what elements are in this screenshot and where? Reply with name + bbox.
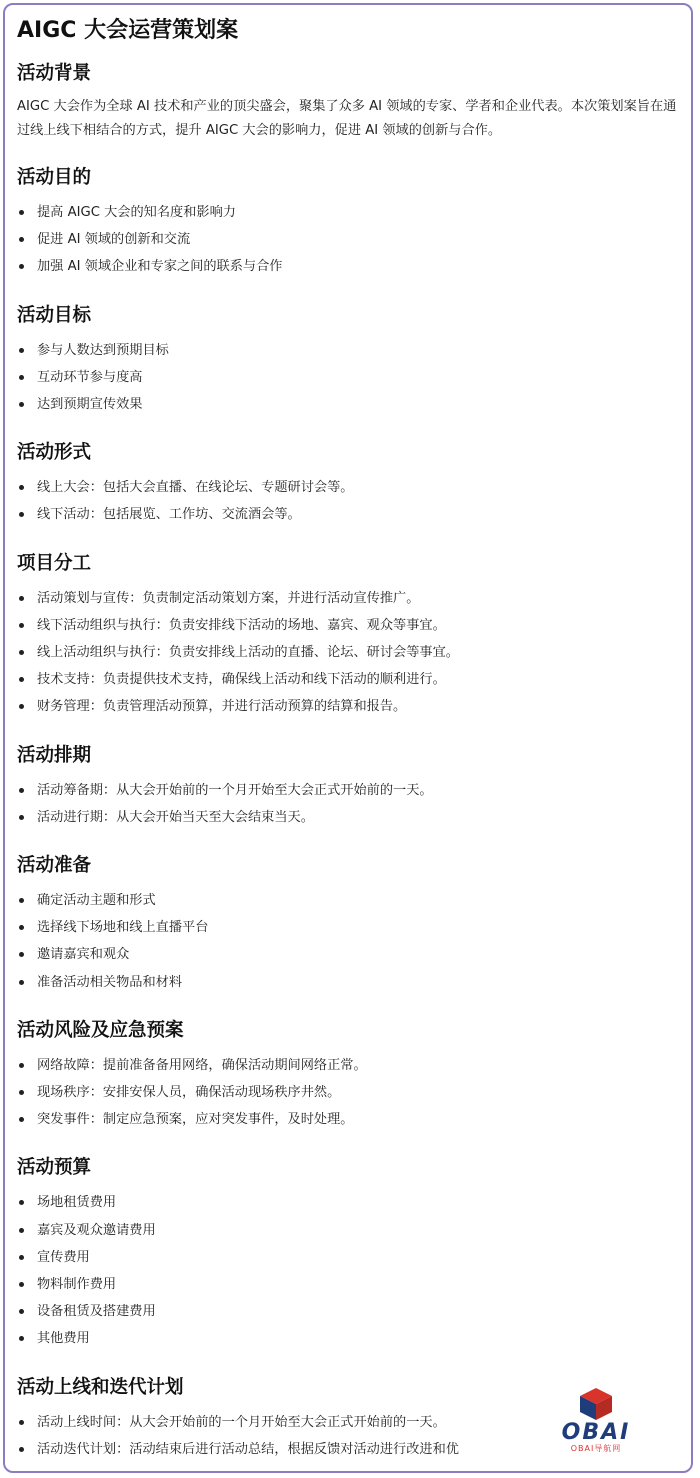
list-item-text: 加强 AI 领域企业和专家之间的联系与合作 [37, 259, 283, 275]
bullet-list [17, 1189, 681, 1352]
list-item-text: 线下活动组织与执行：负责安排线下活动的场地、嘉宾、观众等事宜。 [37, 617, 446, 633]
list-item-text: 活动筹备期：从大会开始前的一个月开始至大会正式开始前的一天。 [37, 782, 433, 798]
bullet-dot-icon [19, 815, 24, 820]
list-item-text: 活动策划与宣传：负责制定活动策划方案，并进行活动宣传推广。 [37, 590, 420, 606]
bullet-list [17, 199, 681, 281]
list-item-text: 确定活动主题和形式 [37, 893, 156, 909]
list-item-text: 现场秩序：安排安保人员，确保活动现场秩序井然。 [37, 1085, 341, 1101]
list-item-text: 线下活动：包括展览、工作坊、交流酒会等。 [37, 507, 301, 523]
list-item [17, 941, 681, 968]
list-item-text: 场地租赁费用 [37, 1195, 117, 1211]
list-item [17, 1271, 681, 1298]
section [17, 61, 681, 143]
document-content [5, 5, 691, 1463]
section-title: 活动目标 [17, 304, 92, 326]
list-item [17, 585, 681, 612]
bullet-dot-icon [19, 210, 24, 215]
list-item [17, 1189, 681, 1216]
watermark-subtext: OBAI导航网 [570, 1444, 622, 1453]
bullet-dot-icon [19, 512, 24, 517]
bullet-dot-icon [19, 1255, 24, 1260]
list-item-text: 线上活动组织与执行：负责安排线上活动的直播、论坛、研讨会等事宜。 [37, 645, 459, 661]
bullet-dot-icon [19, 788, 24, 793]
section [17, 303, 681, 419]
bullet-dot-icon [19, 677, 24, 682]
list-item-text: 技术支持：负责提供技术支持，确保线上活动和线下活动的顺利进行。 [37, 672, 446, 688]
list-item-text: 达到预期宣传效果 [37, 397, 143, 413]
bullet-dot-icon [19, 1420, 24, 1425]
bullet-list [17, 585, 681, 721]
bullet-dot-icon [19, 898, 24, 903]
list-item-text: 活动上线时间：从大会开始前的一个月开始至大会正式开始前的一天。 [37, 1414, 446, 1430]
bullet-dot-icon [19, 1228, 24, 1233]
section-title: 活动形式 [17, 442, 92, 464]
list-item [17, 1079, 681, 1106]
list-item [17, 804, 681, 831]
list-item [17, 253, 681, 280]
list-item-text: 物料制作费用 [37, 1277, 117, 1293]
bullet-dot-icon [19, 1336, 24, 1341]
section [17, 743, 681, 831]
bullet-dot-icon [19, 704, 24, 709]
list-item-text: 准备活动相关物品和材料 [37, 974, 183, 990]
page-title: AIGC 大会运营策划案 [17, 18, 239, 43]
list-item [17, 226, 681, 253]
bullet-dot-icon [19, 348, 24, 353]
bullet-dot-icon [19, 485, 24, 490]
list-item-text: 突发事件：制定应急预案，应对突发事件，及时处理。 [37, 1112, 354, 1128]
section-title: 项目分工 [17, 552, 92, 574]
list-item [17, 501, 681, 528]
list-item [17, 612, 681, 639]
document-frame [3, 3, 693, 1473]
bullet-dot-icon [19, 375, 24, 380]
list-item-text: 线上大会：包括大会直播、在线论坛、专题研讨会等。 [37, 480, 354, 496]
section [17, 1155, 681, 1352]
list-item [17, 914, 681, 941]
section-title: 活动风险及应急预案 [17, 1019, 184, 1041]
list-item-text: 活动迭代计划：活动结束后进行活动总结，根据反馈对活动进行改进和优 [37, 1441, 459, 1457]
section [17, 165, 681, 281]
list-item [17, 1052, 681, 1079]
sections-container [17, 61, 681, 1463]
list-item [17, 777, 681, 804]
section [17, 440, 681, 528]
list-item-text: 互动环节参与度高 [37, 369, 143, 385]
list-item [17, 391, 681, 418]
section-title: 活动背景 [17, 63, 92, 84]
list-item [17, 337, 681, 364]
list-item [17, 887, 681, 914]
bullet-dot-icon [19, 402, 24, 407]
list-item-text: 提高 AIGC 大会的知名度和影响力 [37, 205, 236, 220]
section [17, 853, 681, 996]
bullet-dot-icon [19, 623, 24, 628]
bullet-list [17, 887, 681, 996]
bullet-dot-icon [19, 1200, 24, 1205]
list-item-text: 设备租赁及搭建费用 [37, 1304, 156, 1320]
bullet-list [17, 777, 681, 831]
bullet-dot-icon [19, 925, 24, 930]
bullet-dot-icon [19, 1447, 24, 1452]
bullet-list [17, 474, 681, 528]
section-title: 活动准备 [17, 855, 92, 877]
list-item [17, 693, 681, 720]
bullet-dot-icon [19, 264, 24, 269]
list-item [17, 1325, 681, 1352]
section-title: 活动上线和迭代计划 [17, 1376, 184, 1398]
section [17, 551, 681, 721]
list-item [17, 969, 681, 996]
watermark-logo [548, 1386, 644, 1464]
bullet-dot-icon [19, 1090, 24, 1095]
list-item-text: 其他费用 [37, 1331, 90, 1347]
bullet-dot-icon [19, 980, 24, 985]
list-item [17, 1298, 681, 1325]
section-title: 活动预算 [17, 1157, 92, 1179]
bullet-dot-icon [19, 596, 24, 601]
list-item-text: 宣传费用 [37, 1249, 90, 1265]
list-item [17, 666, 681, 693]
list-item-text: 促进 AI 领域的创新和交流 [37, 232, 191, 248]
list-item [17, 1217, 681, 1244]
cube-logo-icon [576, 1386, 616, 1422]
list-item [17, 1106, 681, 1133]
bullet-dot-icon [19, 650, 24, 655]
list-item-text: 嘉宾及观众邀请费用 [37, 1222, 156, 1238]
bullet-dot-icon [19, 1063, 24, 1068]
list-item [17, 1244, 681, 1271]
section-title: 活动排期 [17, 744, 92, 766]
bullet-dot-icon [19, 952, 24, 957]
bullet-dot-icon [19, 1117, 24, 1122]
list-item-text: 邀请嘉宾和观众 [37, 947, 130, 963]
list-item [17, 199, 681, 226]
bullet-list [17, 1052, 681, 1134]
bullet-dot-icon [19, 237, 24, 242]
list-item [17, 364, 681, 391]
bullet-list [17, 337, 681, 419]
list-item-text: 财务管理：负责管理活动预算，并进行活动预算的结算和报告。 [37, 699, 407, 715]
list-item [17, 639, 681, 666]
watermark-text: OBAI [561, 1420, 631, 1445]
section-title: 活动目的 [17, 167, 92, 188]
list-item-text: 网络故障：提前准备备用网络，确保活动期间网络正常。 [37, 1057, 367, 1073]
section [17, 1018, 681, 1134]
list-item-text: 选择线下场地和线上直播平台 [37, 920, 209, 936]
bullet-dot-icon [19, 1282, 24, 1287]
bullet-dot-icon [19, 1309, 24, 1314]
list-item-text: 参与人数达到预期目标 [37, 342, 169, 358]
section-paragraph: AIGC 大会作为全球 AI 技术和产业的顶尖盛会，聚集了众多 AI 领域的专家、学者和企业代表。本次策划案旨在通过线上线下相结合的方式，提升 AIGC 大会的影响力，促进 AI 领域的创新与合作。 [17, 99, 677, 138]
list-item-text: 活动进行期：从大会开始当天至大会结束当天。 [37, 809, 314, 825]
list-item [17, 474, 681, 501]
